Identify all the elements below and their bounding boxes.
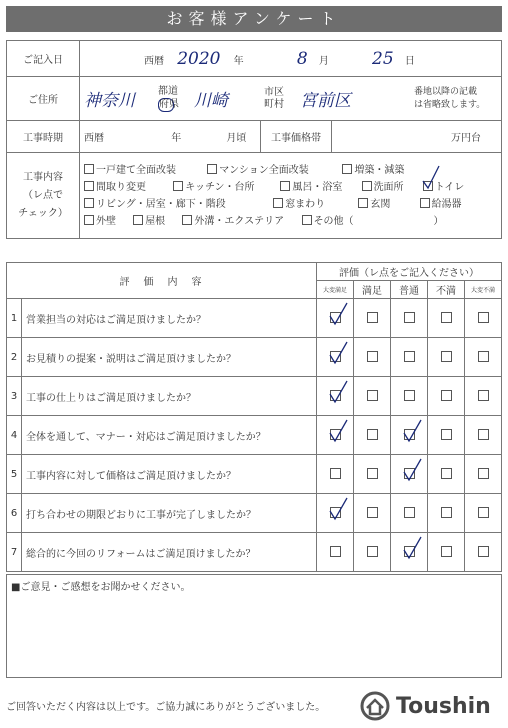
question-text: お見積りの提案・説明はご満足頂けましたか？ [22,338,317,377]
work-option[interactable]: その他（ ） [302,213,444,230]
question-number: 1 [7,299,22,338]
work-option[interactable]: 外溝・エクステリア [182,213,298,230]
address-field [80,77,502,121]
rating-cell [391,494,428,533]
prefecture-value: 神奈川 [84,91,135,111]
period-field [80,121,261,153]
question-row [7,455,502,494]
evaluation-table [6,262,502,572]
rating-cell [465,455,502,494]
scale-dissatisfied: 不満 [428,281,465,299]
question-text: 工事の仕上りはご満足頂けましたか？ [22,377,317,416]
brand-logo [360,691,491,721]
price-label: 工事価格帯 [261,121,332,153]
work-option[interactable]: 給湯器 [420,196,462,213]
question-row [7,377,502,416]
rating-checkbox[interactable] [367,468,378,479]
rating-cell [317,377,354,416]
eval-header-row [7,263,502,281]
rating-checkbox[interactable] [404,507,415,518]
rating-checkbox[interactable] [330,312,341,323]
rating-cell [354,455,391,494]
period-label: 工事時期 [7,121,80,153]
rating-cell [428,494,465,533]
work-row [7,153,502,239]
question-text: 全体を通して、マナー・対応はご満足頂けましたか？ [22,416,317,455]
work-label [7,153,80,239]
rating-checkbox[interactable] [478,468,489,479]
period-month-unit: 月頃 [226,133,247,144]
rating-checkbox[interactable] [367,429,378,440]
rating-checkbox[interactable] [478,390,489,401]
rating-cell [391,377,428,416]
work-option-toilet[interactable]: トイレ [423,179,465,196]
scale-very-satisfied: 大変満足 [317,281,354,299]
address-label: ご住所 [7,77,80,121]
question-number: 7 [7,533,22,572]
rating-checkbox[interactable] [330,390,341,401]
comment-box[interactable] [6,574,502,678]
rating-checkbox[interactable] [367,390,378,401]
question-row [7,533,502,572]
house-logo-icon [360,691,390,721]
prefecture-suffix-top: 都道 [158,85,178,97]
rating-cell [354,338,391,377]
rating-checkbox[interactable] [404,546,415,557]
rating-cell [465,377,502,416]
rating-cell [391,533,428,572]
city-suffix-top: 市区 [264,86,284,98]
prefecture-suffix-bottom: 府県 [159,98,179,110]
scale-neutral: 普通 [391,281,428,299]
city-suffix-bottom: 町村 [264,98,284,110]
rating-checkbox[interactable] [441,312,452,323]
rating-checkbox[interactable] [441,546,452,557]
scale-very-dissatisfied: 大変不満 [465,281,502,299]
comment-label: ■ご意見・ご感想をお聞かせください。 [11,582,191,593]
eval-header: 評 価 内 容 [7,263,317,299]
rating-cell [428,377,465,416]
rating-cell [465,533,502,572]
question-text: 工事内容に対して価格はご満足頂けましたか？ [22,455,317,494]
rating-cell [317,299,354,338]
rating-cell [391,338,428,377]
work-option-row [84,196,497,213]
date-month-unit: 月 [318,55,329,67]
work-option[interactable]: マンション全面改装 [207,162,339,179]
work-option-row [84,179,497,196]
rating-cell [391,455,428,494]
rating-checkbox[interactable] [330,351,341,362]
period-era: 西暦 [84,133,104,144]
brand-name: Toushin [396,693,491,719]
work-option[interactable]: 間取り変更 [84,179,170,196]
rating-cell [465,338,502,377]
rating-cell [354,377,391,416]
work-option[interactable]: 外壁 [84,213,130,230]
rating-checkbox[interactable] [441,468,452,479]
address-note-line1: 番地以降の記載 [414,86,478,97]
work-label-line1: 工事内容 [23,171,63,183]
info-table [6,40,502,239]
district-value: 宮前区 [300,91,351,111]
question-number: 5 [7,455,22,494]
question-text: 打ち合わせの期限どおりに工事が完了しましたか？ [22,494,317,533]
work-option[interactable]: リビング・居室・廊下・階段 [84,196,270,213]
address-row [7,77,502,121]
rating-checkbox[interactable] [330,468,341,479]
rating-checkbox[interactable] [367,351,378,362]
rating-cell [317,494,354,533]
rating-checkbox[interactable] [441,429,452,440]
rating-checkbox[interactable] [404,390,415,401]
rating-checkbox[interactable] [478,507,489,518]
rating-cell [317,338,354,377]
rating-cell [465,299,502,338]
rating-header: 評価（レ点をご記入ください） [317,263,502,281]
date-label: ご記入日 [7,41,80,77]
rating-checkbox[interactable] [367,507,378,518]
rating-cell [317,455,354,494]
date-day-value: 25 [372,48,394,69]
question-number: 4 [7,416,22,455]
rating-checkbox[interactable] [441,507,452,518]
question-number: 6 [7,494,22,533]
work-option[interactable]: 増築・減築 [342,162,404,179]
rating-cell [354,533,391,572]
price-field [332,121,502,153]
rating-checkbox[interactable] [330,507,341,518]
rating-checkbox[interactable] [367,312,378,323]
question-text: 総合的に今回のリフォームはご満足頂けましたか？ [22,533,317,572]
date-row [7,41,502,77]
rating-checkbox[interactable] [367,546,378,557]
rating-cell [391,299,428,338]
city-suffix [264,87,294,111]
rating-checkbox[interactable] [478,312,489,323]
rating-cell [354,299,391,338]
work-label-line3: チェック） [18,207,68,219]
rating-cell [391,416,428,455]
question-row [7,338,502,377]
question-number: 2 [7,338,22,377]
rating-checkbox[interactable] [404,429,415,440]
rating-cell [465,416,502,455]
rating-checkbox[interactable] [404,312,415,323]
scale-satisfied: 満足 [354,281,391,299]
rating-checkbox[interactable] [441,390,452,401]
rating-cell [428,533,465,572]
date-field [80,41,502,77]
rating-cell [317,533,354,572]
work-label-line2: （レ点で [23,189,63,201]
rating-cell [317,416,354,455]
rating-checkbox[interactable] [330,429,341,440]
rating-cell [428,299,465,338]
work-option-row [84,213,497,230]
rating-checkbox[interactable] [404,351,415,362]
question-row [7,416,502,455]
rating-checkbox[interactable] [441,351,452,362]
work-option[interactable]: 一戸建て全面改装 [84,162,204,179]
work-option[interactable]: 玄関 [358,196,416,213]
date-day-unit: 日 [404,55,415,67]
rating-checkbox[interactable] [404,468,415,479]
rating-cell [428,416,465,455]
rating-cell [354,416,391,455]
address-note [414,86,485,112]
rating-checkbox[interactable] [330,546,341,557]
work-option[interactable]: キッチン・台所 [173,179,277,196]
rating-cell [354,494,391,533]
survey-title: お客様アンケート [6,6,502,32]
city-value: 川崎 [194,91,228,111]
date-era: 西暦 [144,55,164,67]
question-number: 3 [7,377,22,416]
rating-checkbox[interactable] [478,429,489,440]
rating-checkbox[interactable] [478,351,489,362]
question-row [7,299,502,338]
date-month-value: 8 [296,48,308,69]
rating-checkbox[interactable] [478,546,489,557]
check-mark-icon [421,165,441,191]
work-option[interactable]: 窓まわり [273,196,355,213]
date-year-value: 2020 [177,48,221,69]
date-year-unit: 年 [233,55,244,67]
rating-cell [428,455,465,494]
work-options [80,153,502,239]
footer-text: ご回答いただく内容は以上です。ご協力誠にありがとうございました。 [6,702,326,713]
question-row [7,494,502,533]
period-row [7,121,502,153]
period-year-unit: 年 [171,133,182,144]
address-note-line2: は省略致します。 [414,99,486,110]
price-unit: 万円台 [451,133,481,144]
work-option[interactable]: 風呂・浴室 [280,179,358,196]
prefecture-suffix [158,86,186,112]
work-option[interactable]: 洗面所 [362,179,420,196]
question-text: 営業担当の対応はご満足頂けましたか？ [22,299,317,338]
rating-cell [428,338,465,377]
work-option[interactable]: 屋根 [133,213,179,230]
rating-cell [465,494,502,533]
